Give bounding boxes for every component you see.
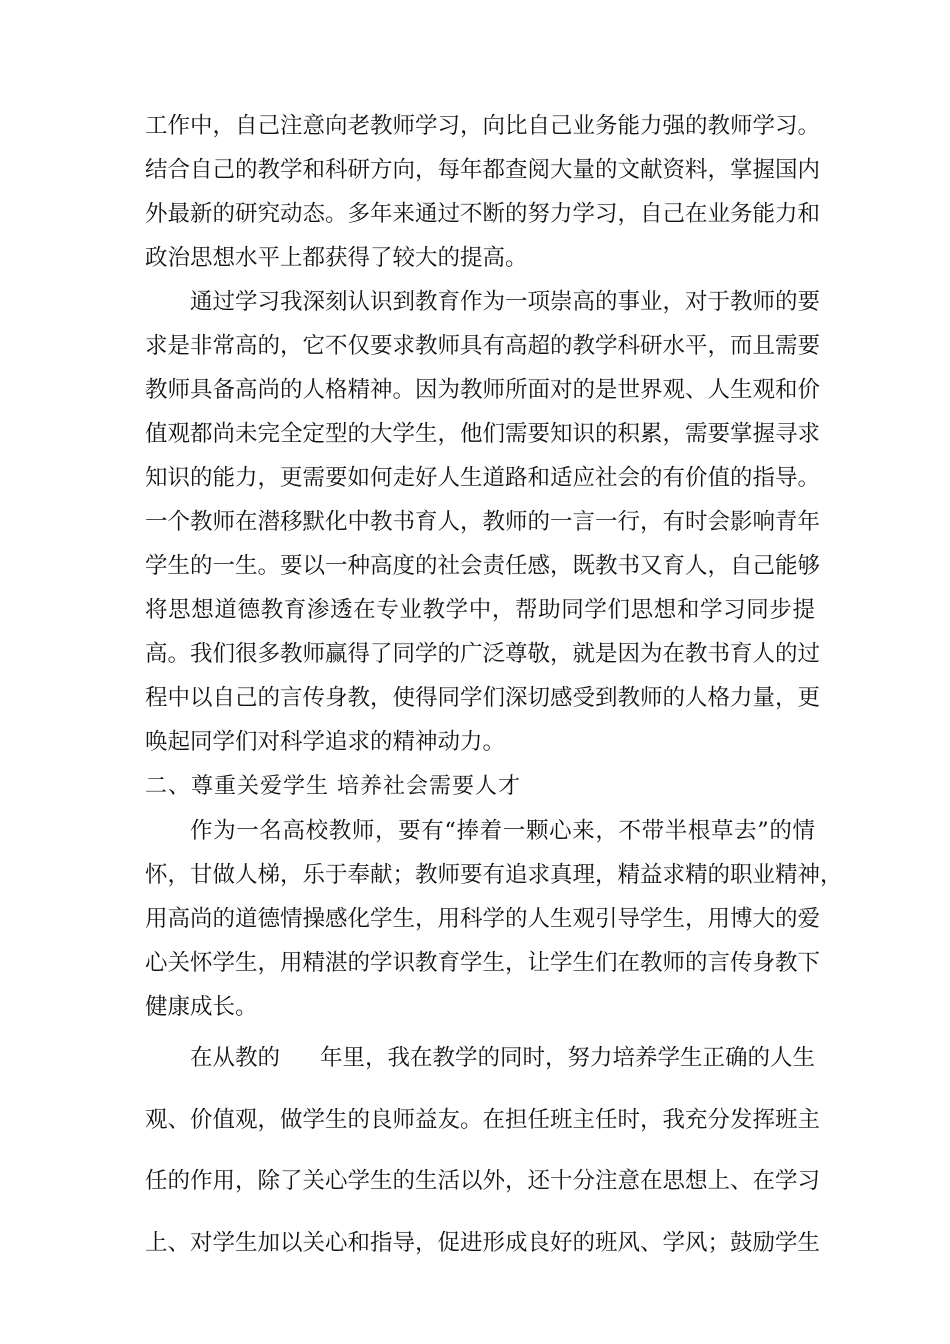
paragraph-3-line: 心关怀学生，用精湛的学识教育学生，让学生们在教师的言传身教下 [145, 950, 821, 976]
paragraph-2-line: 教师具备高尚的人格精神。因为教师所面对的是世界观、人生观和价 [145, 377, 821, 403]
paragraph-2-line: 值观都尚未完全定型的大学生，他们需要知识的积累，需要掌握寻求 [145, 421, 821, 447]
paragraph-4-text-before-gap: 在从教的 [190, 1045, 281, 1071]
paragraph-2-line: 求是非常高的，它不仅要求教师具有高超的教学科研水平，而且需要 [145, 333, 821, 359]
paragraph-2-line: 唤起同学们对科学追求的精神动力。 [145, 729, 506, 755]
paragraph-4-line: 观、价值观，做学生的良师益友。在担任班主任时，我充分发挥班主 [145, 1107, 821, 1133]
paragraph-2-line: 学生的一生。要以一种高度的社会责任感，既教书又育人，自己能够 [145, 553, 821, 579]
paragraph-4-line: 上、对学生加以关心和指导，促进形成良好的班风、学风；鼓励学生 [145, 1230, 821, 1256]
paragraph-2-line: 将思想道德教育渗透在专业教学中，帮助同学们思想和学习同步提 [145, 597, 815, 623]
paragraph-4-text-after-gap: 年里，我在教学的同时，努力培养学生正确的人生 [320, 1045, 816, 1071]
paragraph-1-line: 结合自己的教学和科研方向，每年都查阅大量的文献资料，掌握国内 [145, 157, 821, 183]
paragraph-3-line: 作为一名高校教师，要有“捧着一颗心来，不带半根草去”的情 [190, 818, 815, 844]
paragraph-3-line: 怀，甘做人梯，乐于奉献；教师要有追求真理，精益求精的职业精神， [145, 862, 843, 888]
paragraph-1-line: 政治思想水平上都获得了较大的提高。 [145, 245, 528, 271]
paragraph-2-line: 通过学习我深刻认识到教育作为一项崇高的事业，对于教师的要 [190, 289, 821, 315]
paragraph-2-line: 一个教师在潜移默化中教书育人，教师的一言一行，有时会影响青年 [145, 509, 821, 535]
paragraph-1-line: 外最新的研究动态。多年来通过不断的努力学习，自己在业务能力和 [145, 201, 821, 227]
paragraph-4-line: 任的作用，除了关心学生的生活以外，还十分注意在思想上、在学习 [145, 1168, 821, 1194]
paragraph-2-line: 程中以自己的言传身教，使得同学们深切感受到教师的人格力量，更 [145, 685, 821, 711]
paragraph-2-line: 知识的能力，更需要如何走好人生道路和适应社会的有价值的指导。 [145, 465, 821, 491]
section-heading: 二、尊重关爱学生 培养社会需要人才 [145, 774, 521, 799]
paragraph-4-first-line [190, 1041, 815, 1075]
paragraph-3-line: 用高尚的道德情操感化学生，用科学的人生观引导学生，用博大的爱 [145, 906, 821, 932]
paragraph-3-line: 健康成长。 [145, 994, 258, 1020]
paragraph-1-line: 工作中，自己注意向老教师学习，向比自己业务能力强的教师学习。 [145, 113, 821, 139]
paragraph-2-line: 高。我们很多教师赢得了同学的广泛尊敬，就是因为在教书育人的过 [145, 641, 821, 667]
